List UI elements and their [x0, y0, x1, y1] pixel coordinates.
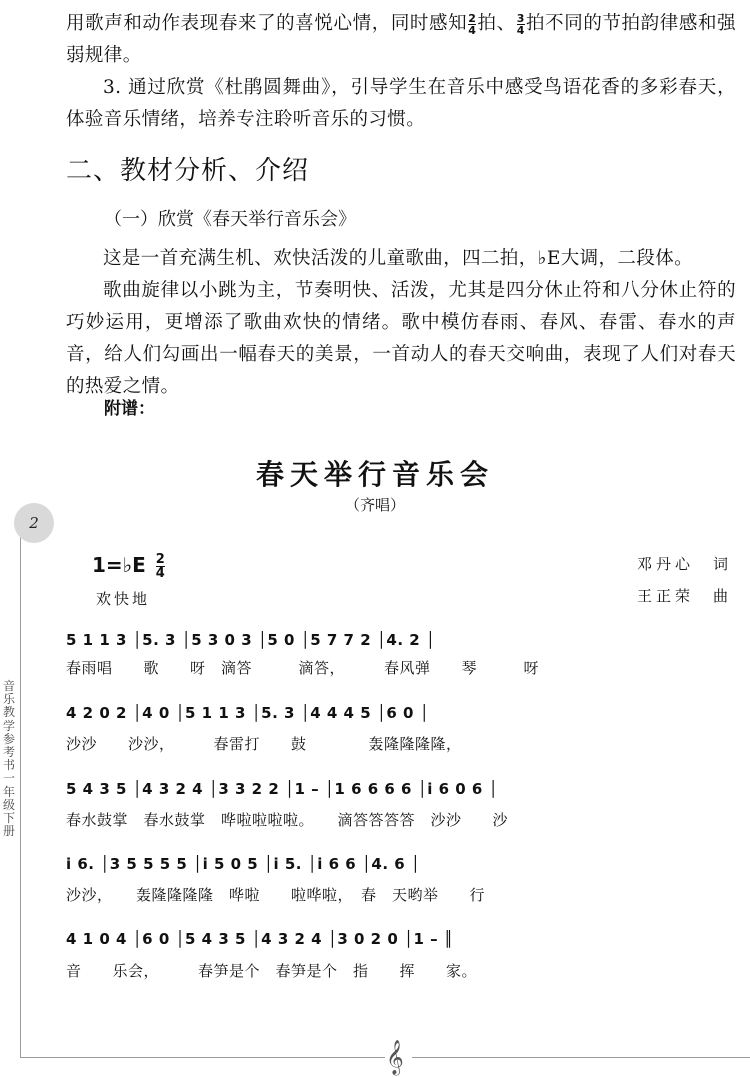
- section-heading: 二、教材分析、介绍: [66, 156, 310, 186]
- key-text: 1=♭E: [92, 553, 146, 577]
- time-signature-two-four: $\frac{2}{4}$: [468, 11, 477, 37]
- appendix-label: 附谱：: [104, 399, 155, 419]
- notation-line-1: 5 1 1 3 │5. 3 │5 3 0 3 │5 0 │5 7 7 2 │4. 2 │: [66, 631, 436, 649]
- tempo-marking: 欢快地: [96, 590, 151, 608]
- treble-clef-icon: 𝄞: [386, 1040, 404, 1075]
- page-frame-left: [20, 522, 21, 1057]
- description-paragraph-1: 这是一首充满生机、欢快活泼的儿童歌曲，四二拍，♭E大调，二段体。: [103, 248, 694, 269]
- notation-line-3: 5 4 3 5 │4 3 2 4 │3 3 2 2 │1 – │1 6 6 6 6 │i 6 0 6 │: [66, 780, 499, 798]
- intro-text-a: 用歌声和动作表现春来了的喜悦心情，同时感知: [66, 13, 468, 34]
- book-title-sidebar: 音乐教学参考书一年级下册: [2, 679, 15, 839]
- lyrics-line-3: 春水鼓掌 春水鼓掌 哗啦啦啦啦。 滴答答答答 沙沙 沙: [66, 811, 509, 829]
- song-title: 春天举行音乐会: [255, 458, 494, 491]
- notation-line-4: i 6. │3 5 5 5 5 │i 5 0 5 │i 5. │i 6 6 │4. 6 │: [66, 855, 421, 873]
- lyricist-credit: 邓丹心 词: [636, 555, 732, 573]
- lyrics-line-2: 沙沙 沙沙， 春雷打 鼓 轰隆隆隆隆，: [66, 735, 462, 753]
- objective-item-3: 3. 通过欣赏《杜鹃圆舞曲》，引导学生在音乐中感受鸟语花香的多彩春天，体验音乐情绪，培养专注聆听音乐的习惯。: [66, 77, 736, 130]
- intro-paragraph: [66, 8, 736, 72]
- intro-text-c: 拍不同的节拍韵律感和强弱规律。: [66, 13, 736, 66]
- song-subtitle: （齐唱）: [344, 496, 405, 514]
- page-frame-bottom-left: [20, 1057, 385, 1058]
- lyrics-line-4: 沙沙， 轰隆隆隆隆 哗啦 啦哗啦， 春 天哟举 行: [66, 886, 486, 904]
- section-subheading: （一）欣赏《春天举行音乐会》: [104, 209, 356, 230]
- intro-text-b: 拍、: [477, 13, 516, 34]
- lyrics-line-5: 音 乐会， 春笋是个 春笋是个 指 挥 家。: [66, 962, 478, 980]
- key-signature: [92, 553, 166, 580]
- page-frame-bottom-right: [412, 1057, 750, 1058]
- score-time-signature: $\frac{2}{4}$: [155, 552, 165, 581]
- description-paragraph-2: 歌曲旋律以小跳为主，节奏明快、活泼，尤其是四分休止符和八分休止符的巧妙运用，更增添了歌曲欢快的情绪。歌中模仿春雨、春风、春雷、春水的声音，给人们勾画出一幅春天的美景，一首动人的春天交响曲，表现了人们对春天的热爱之情。: [66, 280, 736, 397]
- lyrics-line-1: 春雨唱 歌 呀 滴答 滴答， 春风弹 琴 呀: [66, 659, 540, 677]
- notation-line-2: 4 2 0 2 │4 0 │5 1 1 3 │5. 3 │4 4 4 5 │6 0 │: [66, 704, 430, 722]
- composer-credit: 王正荣 曲: [636, 587, 732, 605]
- time-signature-three-four: $\frac{3}{4}$: [516, 11, 525, 37]
- page-number: 2: [14, 503, 54, 543]
- notation-line-5: 4 1 0 4 │6 0 │5 4 3 5 │4 3 2 4 │3 0 2 0 │1 – ║: [66, 930, 454, 948]
